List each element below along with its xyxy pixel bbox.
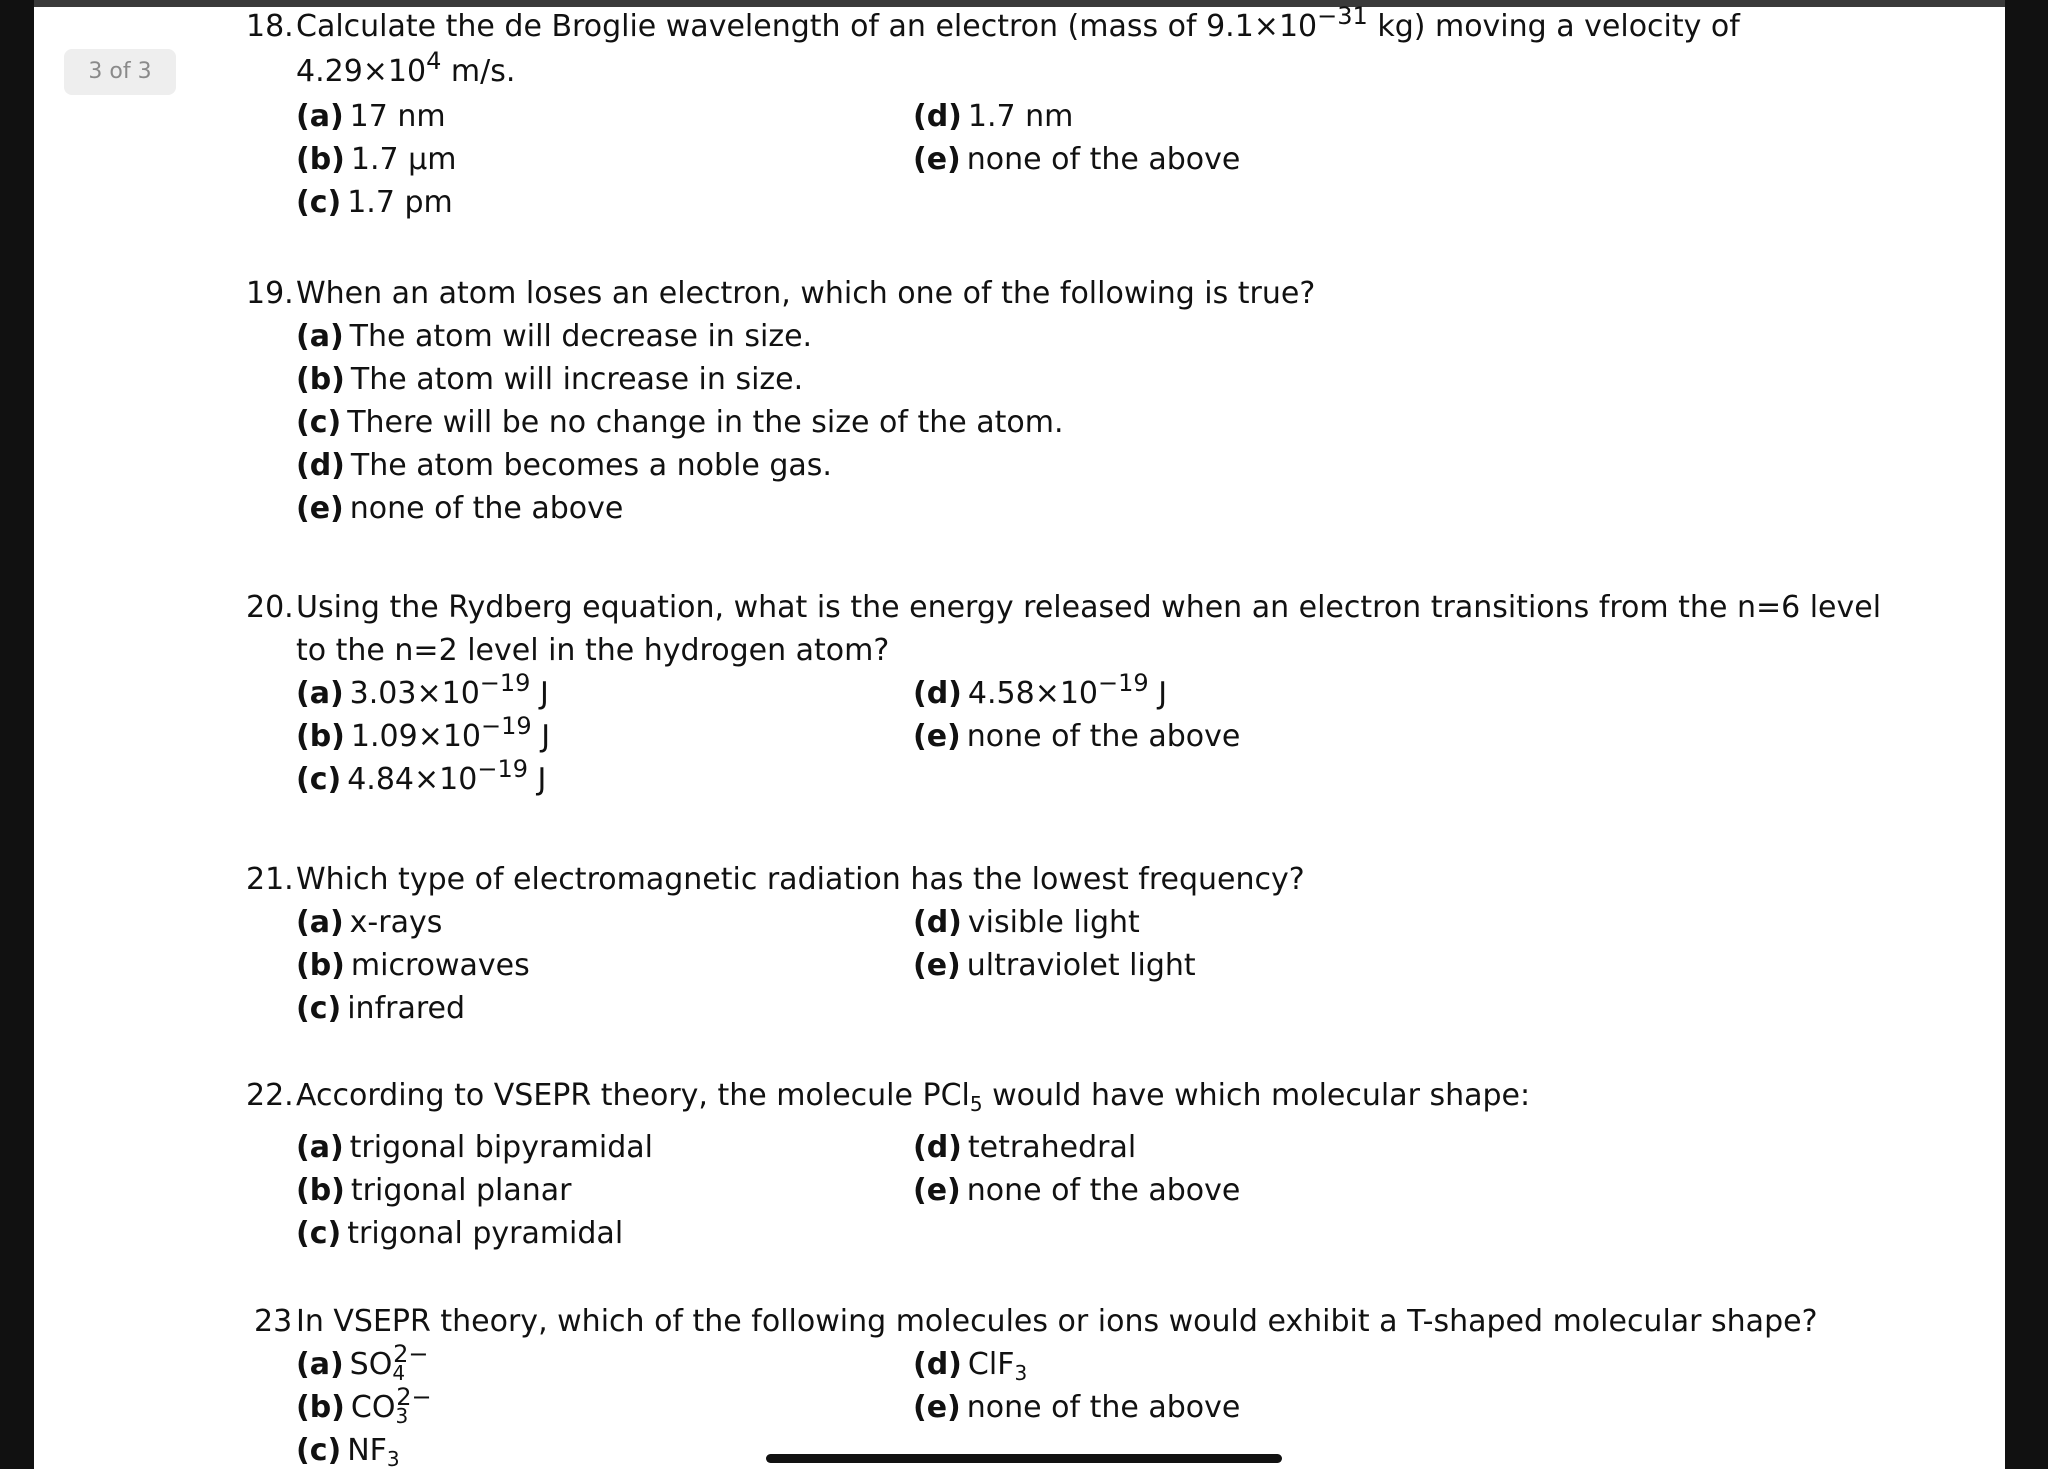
question-number: 22. xyxy=(246,1078,294,1113)
question-21-stem: 21. Which type of electromagnetic radiation has the lowest frequency? xyxy=(246,858,1886,901)
option-e: (e) none of the above xyxy=(296,491,624,526)
question-18-stem: 18. Calculate the de Broglie wavelength of an electron (mass of 9.1×10−31 kg) moving a velocity of 4.29×104 m/s. xyxy=(246,2,1740,89)
option-c: (c) trigonal pyramidal xyxy=(296,1216,624,1251)
option-d: (d) visible light xyxy=(913,905,1140,940)
page-indicator: 3 of 3 xyxy=(64,49,176,95)
question-19 xyxy=(246,272,1886,530)
option-a: (a) 3.03×10−19 J xyxy=(296,669,549,711)
options xyxy=(296,669,1886,801)
option-e: (e) none of the above xyxy=(913,142,1241,177)
question-23-stem: 23 In VSEPR theory, which of the following molecules or ions would exhibit a T-shaped molecular shape? xyxy=(246,1300,1886,1343)
question-22 xyxy=(246,1074,1886,1255)
option-d: (d) ClF$_3$ xyxy=(913,1347,1028,1385)
option-b: (b) microwaves xyxy=(296,948,530,983)
left-margin xyxy=(0,0,34,1469)
question-19-stem: 19. When an atom loses an electron, which one of the following is true? xyxy=(246,272,1886,315)
option-b: (b) 1.09×10−19 J xyxy=(296,712,551,754)
question-number: 21. xyxy=(246,862,294,897)
option-e: (e) none of the above xyxy=(913,719,1241,754)
option-e: (e) none of the above xyxy=(913,1173,1241,1208)
home-indicator[interactable] xyxy=(766,1454,1282,1463)
question-20-stem: 20. Using the Rydberg equation, what is the energy released when an electron transitions from the n=6 level to the n=2 level in the hydrogen atom? xyxy=(246,586,1886,672)
question-23 xyxy=(246,1300,1886,1472)
option-a: (a) x-rays xyxy=(296,905,443,940)
option-c: (c) infrared xyxy=(296,991,466,1026)
option-b: (b) The atom will increase in size. xyxy=(296,362,804,397)
option-a: (a) 17 nm xyxy=(296,99,446,134)
question-number: 18. xyxy=(246,9,294,44)
option-a: (a) The atom will decrease in size. xyxy=(296,319,813,354)
options xyxy=(296,1126,1886,1255)
option-d: (d) The atom becomes a noble gas. xyxy=(296,448,832,483)
options xyxy=(296,1340,1886,1472)
option-a: (a) trigonal bipyramidal xyxy=(296,1130,653,1165)
options xyxy=(296,315,1886,530)
question-18 xyxy=(246,2,1886,224)
question-number: 19. xyxy=(246,276,294,311)
option-d: (d) tetrahedral xyxy=(913,1130,1137,1165)
question-20 xyxy=(246,586,1886,801)
option-e: (e) ultraviolet light xyxy=(913,948,1196,983)
options xyxy=(296,95,1886,224)
question-number: 20. xyxy=(246,590,294,625)
option-c: (c) There will be no change in the size of the atom. xyxy=(296,405,1064,440)
question-21 xyxy=(246,858,1886,1030)
question-number: 23 xyxy=(254,1304,293,1339)
option-c: (c) 1.7 pm xyxy=(296,185,453,220)
option-b: (b) trigonal planar xyxy=(296,1173,572,1208)
right-margin xyxy=(2005,0,2048,1469)
option-e: (e) none of the above xyxy=(913,1390,1241,1425)
option-c: (c) $NF_3$ xyxy=(296,1433,400,1471)
option-b: (b) $CO_32-$ xyxy=(296,1383,432,1428)
options xyxy=(296,901,1886,1030)
question-22-stem: 22. According to VSEPR theory, the molecule PCl$_5$ would have which molecular shape: xyxy=(246,1074,1886,1126)
option-d: (d) 4.58×10−19 J xyxy=(913,669,1168,711)
option-c: (c) 4.84×10−19 J xyxy=(296,755,547,797)
option-d: (d) 1.7 nm xyxy=(913,99,1074,134)
option-a: (a) $SO_42-$ xyxy=(296,1340,429,1385)
option-b: (b) 1.7 μm xyxy=(296,142,457,177)
